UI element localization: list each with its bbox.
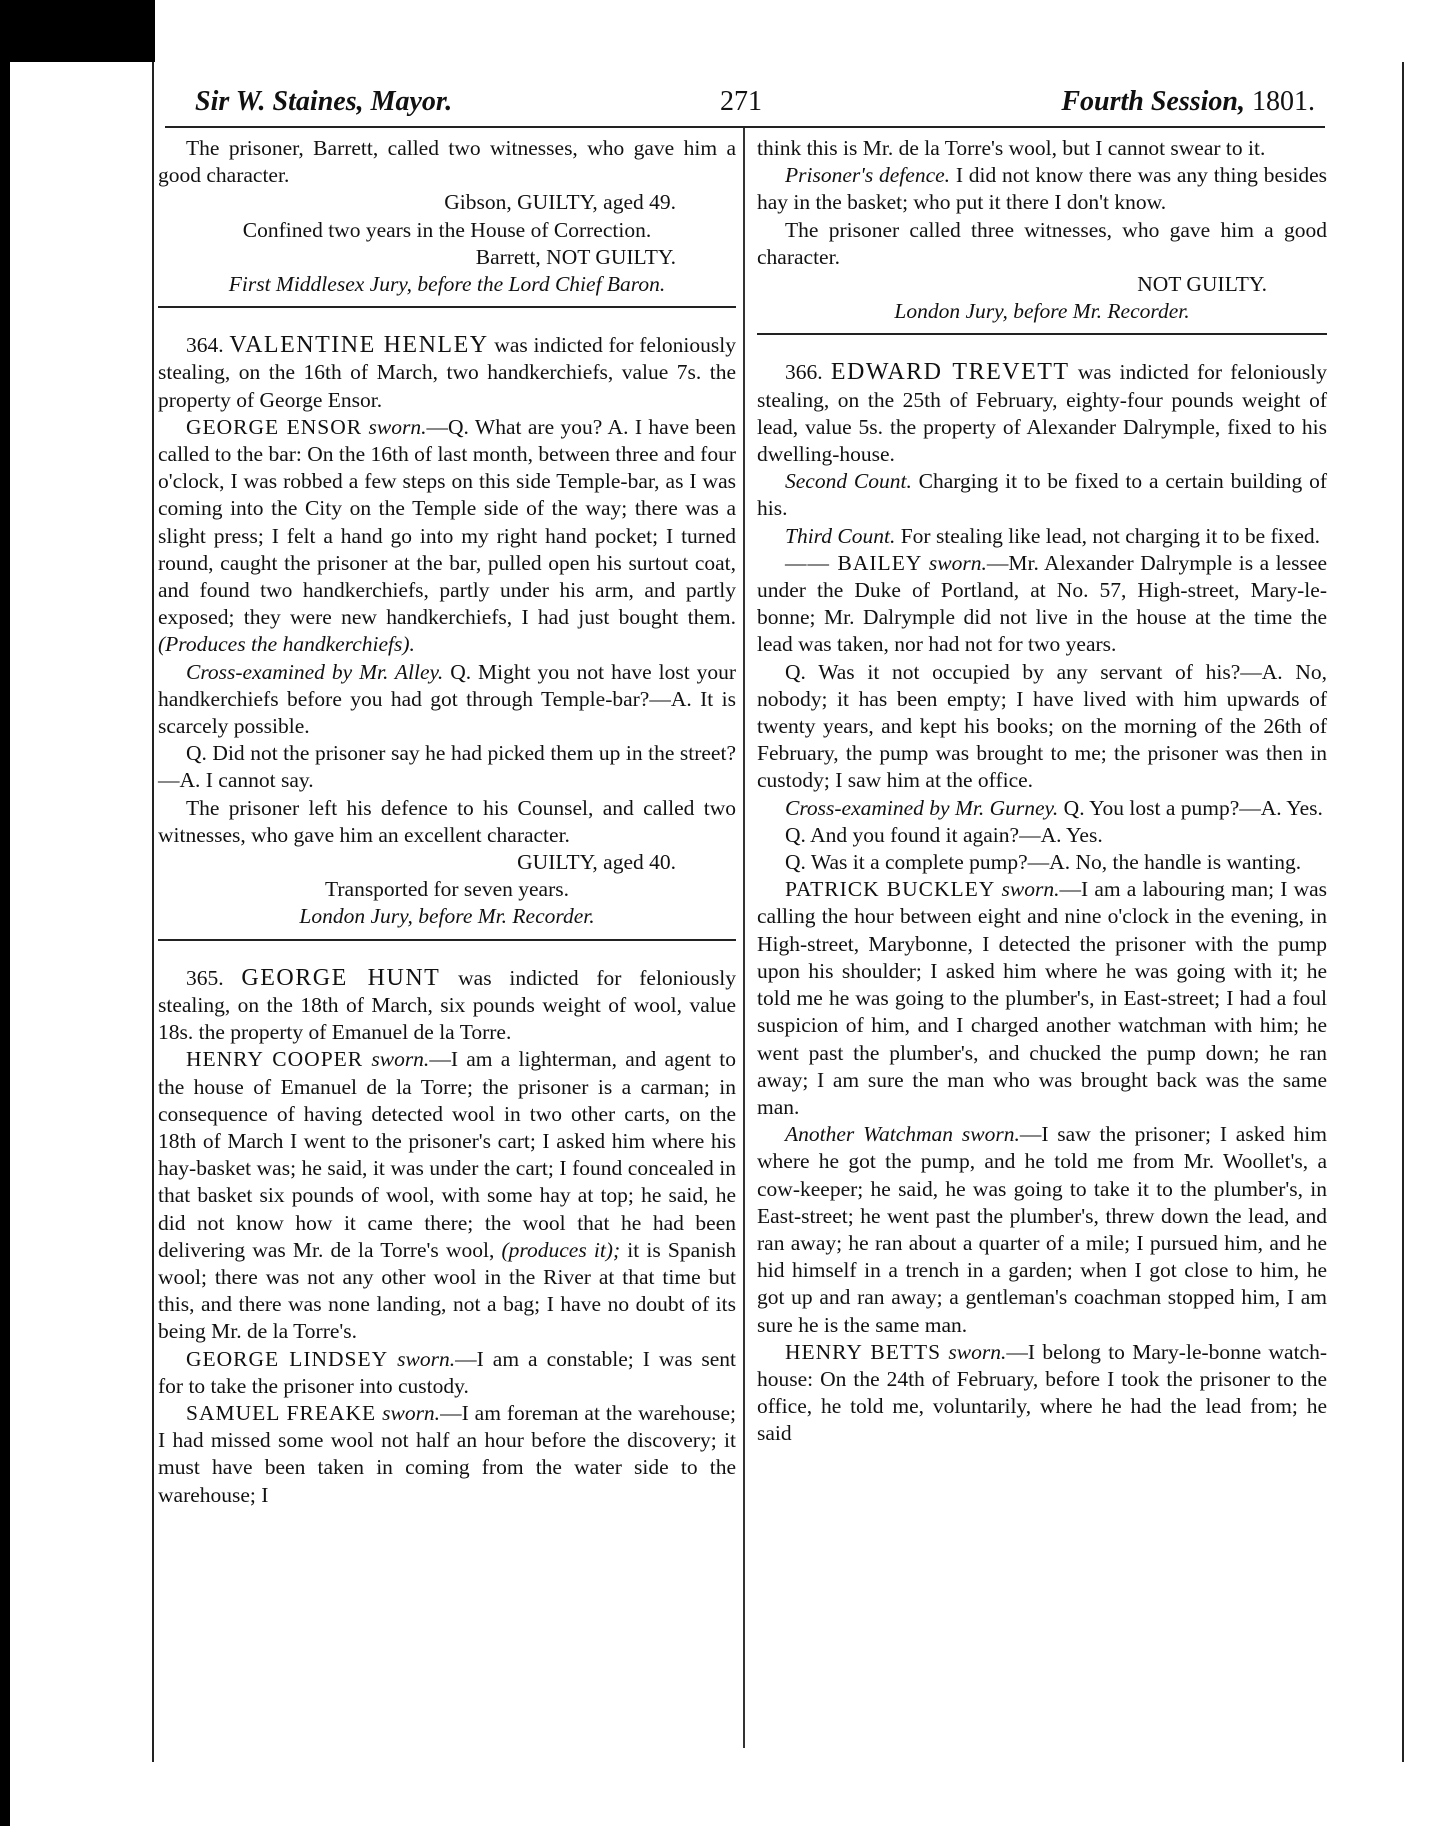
defendant-name: VALENTINE HENLEY xyxy=(229,332,489,359)
case366-question1: Q. Was it not occupied by any servant of his?—A. No, nobody; it has been empty; I have lived with him upwards of twenty years, and kept his books; on the morning of the 26th of February, the pump was brought to me; the prisoner was then in custody; I saw him at the office. xyxy=(757,659,1327,793)
testimony: —Mr. Alexander Dalrymple is a lessee under the Duke of Portland, at No. 57, High-street, Mary-le-bonne; Mr. Dalrymple did not live in the house at the time the lead was taken, nor had not for two years. xyxy=(757,550,1328,657)
defendant-name: GEORGE HUNT xyxy=(241,964,441,991)
case365-intro xyxy=(158,965,736,1047)
left-column xyxy=(158,135,736,1509)
witness-name: SAMUEL FREAKE xyxy=(186,1400,377,1425)
case363-jury: First Middlesex Jury, before the Lord Chief Baron. xyxy=(228,272,666,297)
case366-witness-buckley xyxy=(757,876,1327,1121)
scan-corner xyxy=(0,0,155,62)
header-year: 1801. xyxy=(1252,86,1315,117)
indictment-text: was indicted for feloniously stealing, on the 25th of February, eighty-four pounds weight of lead, value 5s. the property of Alexander Dalrymple, fixed to his dwelling-house. xyxy=(757,360,1327,467)
testimony: —I am a constable; I was sent for to take the prisoner into custody. xyxy=(158,1346,736,1398)
case364-sentence: Transported for seven years. xyxy=(324,877,569,902)
testimony: —I am foreman at the warehouse; I had missed some wool not half an hour before the discovery; it must have been taken in coming from the water side to the warehouse; I xyxy=(158,1400,737,1507)
case365-witnesses: The prisoner called three witnesses, who gave him a good character. xyxy=(757,217,1327,269)
case366-question3: Q. Was it a complete pump?—A. No, the handle is wanting. xyxy=(785,850,1302,875)
witness-name: HENRY BETTS xyxy=(785,1339,942,1364)
cross-text: Q. Might you not have lost your handkerchiefs before you had got through Temple-bar?—A. It is scarcely possible. xyxy=(158,659,737,739)
defendant-name: EDWARD TREVETT xyxy=(830,359,1070,386)
header-mayor: Sir W. Staines, Mayor. xyxy=(195,86,453,117)
indictment-text: was indicted for feloniously stealing, on the 16th of March, two handkerchiefs, value 7s. the property of George Ensor. xyxy=(158,333,736,412)
sworn-tag: sworn. xyxy=(397,1346,456,1371)
defence-label: Prisoner's defence. xyxy=(785,163,951,188)
aside: (produces it); xyxy=(501,1237,621,1262)
witness-name: PATRICK BUCKLEY xyxy=(785,877,996,902)
case-divider xyxy=(757,333,1327,335)
witness-name: GEORGE LINDSEY xyxy=(186,1346,389,1371)
case364-question: Q. Did not the prisoner say he had picked them up in the street?—A. I cannot say. xyxy=(158,741,736,793)
cross-label: Cross-examined by Mr. Gurney. xyxy=(785,795,1059,820)
case366-count2 xyxy=(757,468,1327,522)
cross-text: Q. You lost a pump?—A. Yes. xyxy=(1063,795,1323,820)
header-session-label: Fourth Session, xyxy=(1061,86,1245,117)
sworn-tag: sworn. xyxy=(368,414,427,439)
count-text: For stealing like lead, not charging it to be fixed. xyxy=(900,523,1321,548)
testimony: —I saw the prisoner; I asked him where he got the pump, and he told me from Mr. Woollet's, a cow-keeper; he said, he was going to take it to the plumber's, in East-street; he went past the plumber's, threw down the lead, and ran away; he ran about a quarter of a mile; I pursued him, and he hid himself in a trench in a garden; when I got close to him, he got up and ran away; a gentleman's coachman stopped him, I am sure he is the same man. xyxy=(757,1122,1328,1337)
case366-count3 xyxy=(757,523,1327,550)
case366-question2: Q. And you found it again?—A. Yes. xyxy=(785,822,1103,847)
case364-cross xyxy=(158,659,736,741)
cross-label: Cross-examined by Mr. Alley. xyxy=(186,659,444,684)
defence-text: I did not know there was any thing besides hay in the basket; who put it there I don't know. xyxy=(757,163,1327,215)
witness-name: —— BAILEY xyxy=(785,550,923,575)
case365-witness-cooper xyxy=(158,1046,736,1345)
column-divider xyxy=(743,128,745,1748)
case365-cont: think this is Mr. de la Torre's wool, but I cannot swear to it. xyxy=(757,136,1266,160)
case-divider xyxy=(158,939,736,941)
case-number: 364. xyxy=(186,333,224,358)
case365-verdict: NOT GUILTY. xyxy=(1137,272,1267,297)
indictment-text: was indicted for feloniously stealing, on the 18th of March, six pounds weight of wool, value 18s. the property of Emanuel de la Torre. xyxy=(158,965,737,1045)
witness-name: Another Watchman xyxy=(785,1122,954,1147)
case364-jury: London Jury, before Mr. Recorder. xyxy=(299,904,595,929)
case366-cross xyxy=(757,795,1327,822)
case365-jury: London Jury, before Mr. Recorder. xyxy=(894,299,1190,324)
count-text: Charging it to be fixed to a certain building of his. xyxy=(757,469,1328,521)
count-label: Third Count. xyxy=(785,523,896,548)
case363-sentence: Confined two years in the House of Correction. xyxy=(242,217,652,242)
case366-witness-betts xyxy=(757,1339,1327,1448)
sworn-tag: sworn. xyxy=(1001,877,1060,902)
sworn-tag: sworn. xyxy=(961,1122,1020,1147)
testimony: —Q. What are you? A. I have been called to the bar: On the 16th of last month, between three and four o'clock, I was robbed a few steps on this side Temple-bar, as I was coming into the City on the Temple side of the way; there was a slight press; I felt a hand go into my right hand pocket; I turned round, caught the prisoner at the bar, pulled open his surtout coat, and found two handkerchiefs, partly under his arm, and partly exposed; they were new handkerchiefs, I had just bought them. xyxy=(158,414,737,630)
sworn-tag: sworn. xyxy=(948,1339,1007,1364)
case363-verdict-barrett: Barrett, NOT GUILTY. xyxy=(475,244,676,269)
case365-defence xyxy=(757,162,1327,216)
case366-witness-bailey xyxy=(757,550,1327,659)
case364-defence: The prisoner left his defence to his Counsel, and called two witnesses, who gave him an excellent character. xyxy=(158,795,736,847)
case366-witness-watchman xyxy=(757,1121,1327,1339)
count-label: Second Count. xyxy=(785,469,912,494)
header-session xyxy=(1061,86,1315,118)
case363-witnesses: The prisoner, Barrett, called two witnesses, who gave him a good character. xyxy=(158,136,736,188)
case-number: 365. xyxy=(186,965,224,990)
case365-witness-freake xyxy=(158,1400,736,1509)
case364-witness-ensor xyxy=(158,414,736,659)
scan-edge xyxy=(0,0,10,1826)
case-number: 366. xyxy=(785,360,823,385)
testimony: —I am a lighterman, and agent to the house of Emanuel de la Torre; the prisoner is a carman; in consequence of having detected wool in two other carts, on the 18th of March I went to the prisoner's cart; I asked him where his hay-basket was; he said, it was under the cart; I found concealed in that basket six pounds of wool, with some hay at top; he said, he did not know how it came there; the wool that he had been delivering was Mr. de la Torre's wool, xyxy=(158,1047,736,1262)
case363-verdict-gibson: Gibson, GUILTY, aged 49. xyxy=(444,190,676,215)
case364-verdict: GUILTY, aged 40. xyxy=(517,850,676,875)
case365-witness-lindsey xyxy=(158,1346,736,1400)
testimony: —I belong to Mary-le-bonne watch-house: On the 24th of February, before I took the prisoner to the office, he told me, voluntarily, where he had the lead from; he said xyxy=(757,1339,1327,1446)
aside: (Produces the handkerchiefs). xyxy=(158,632,415,657)
testimony: —I am a labouring man; I was calling the hour between eight and nine o'clock in the evening, in High-street, Marybonne, I detected the prisoner with the pump upon his shoulder; I asked him where he was going with it; he told me he was going to the plumber's, in East-street; I had a foul suspicion of him, and I charged another watchman with him; he went past the plumber's, and chucked the pump down; he ran away; I am sure the man who was brought back was the same man. xyxy=(757,877,1328,1119)
page-number: 271 xyxy=(720,86,762,117)
witness-name: HENRY COOPER xyxy=(186,1047,364,1072)
right-column xyxy=(757,135,1327,1448)
sworn-tag: sworn. xyxy=(928,550,987,575)
case364-intro xyxy=(158,332,736,414)
sworn-tag: sworn. xyxy=(382,1400,441,1425)
sworn-tag: sworn. xyxy=(371,1047,430,1072)
witness-name: GEORGE ENSOR xyxy=(186,414,363,439)
case-divider xyxy=(158,306,736,308)
testimony-cont: it is Spanish wool; there was not any other wool in the River at that time but this, and there was none landing, not a bag; I have no doubt of its being Mr. de la Torre's. xyxy=(158,1237,737,1344)
case366-intro xyxy=(757,359,1327,468)
running-head xyxy=(165,82,1325,128)
